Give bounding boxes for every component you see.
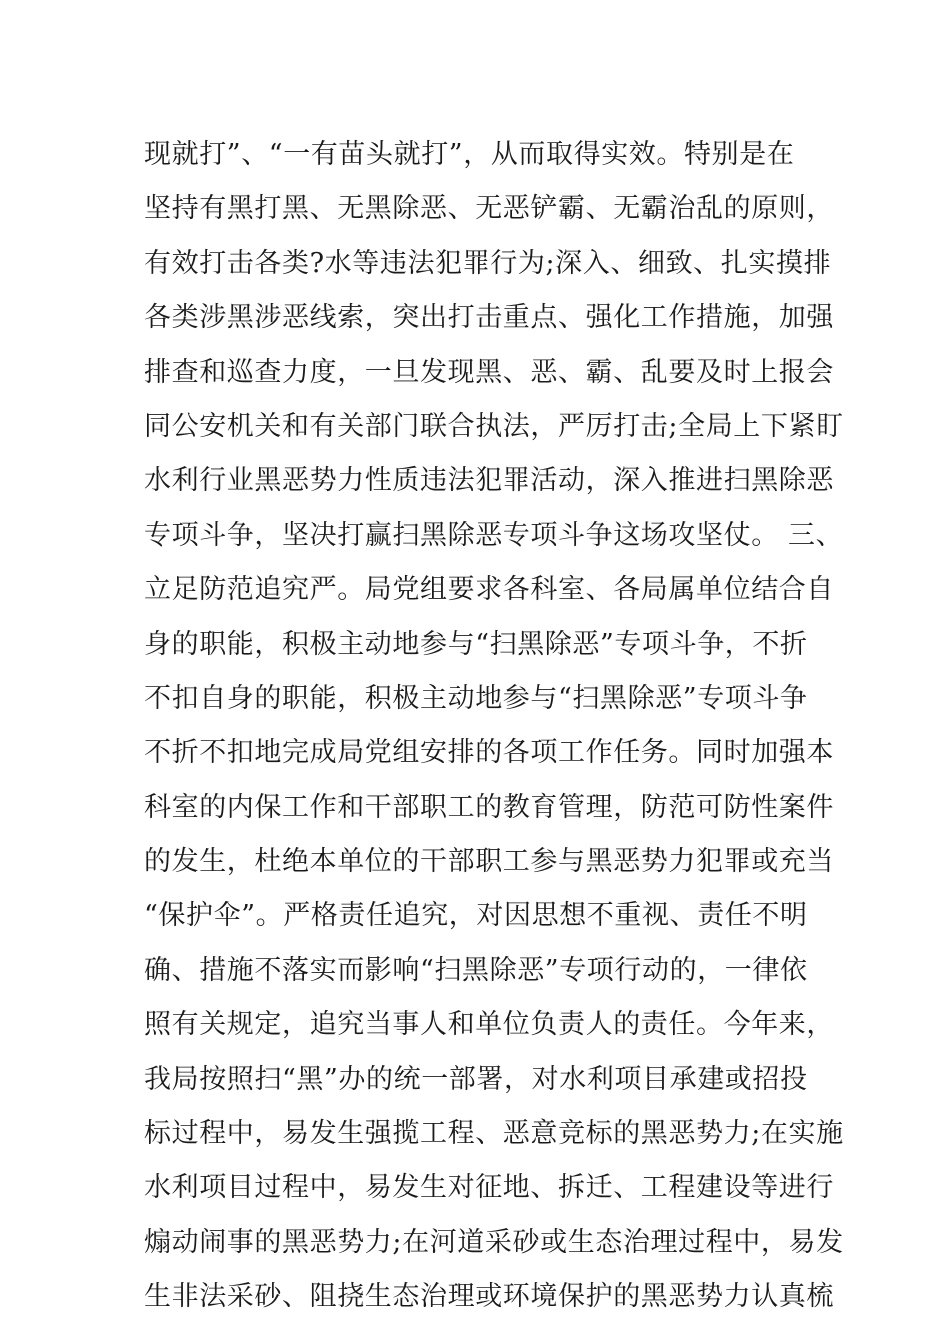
text-line: 同公安机关和有关部门联合执法，严厉打击;全局上下紧盯 — [144, 410, 844, 442]
text-line: 水利行业黑恶势力性质违法犯罪活动，深入推进扫黑除恶 — [144, 465, 834, 497]
text-line: 有效打击各类?水等违法犯罪行为;深入、细致、扎实摸排 — [144, 247, 832, 279]
text-line: 立足防范追究严。局党组要求各科室、各局属单位结合自 — [144, 574, 834, 606]
text-line: 确、措施不落实而影响“扫黑除恶”专项行动的，一律依 — [144, 954, 808, 986]
text-line: 身的职能，积极主动地参与“扫黑除恶”专项斗争，不折 — [144, 628, 808, 660]
body-text — [144, 128, 844, 1325]
text-line: “保护伞”。严格责任追究，对因思想不重视、责任不明 — [144, 900, 808, 932]
text-line: 煽动闹事的黑恶势力;在河道采砂或生态治理过程中，易发 — [144, 1226, 844, 1258]
text-line: 我局按照扫“黑”办的统一部署，对水利项目承建或招投 — [144, 1063, 808, 1095]
text-line: 专项斗争，坚决打赢扫黑除恶专项斗争这场攻坚仗。 三、 — [144, 519, 844, 551]
text-line: 生非法采砂、阻挠生态治理或环境保护的黑恶势力认真梳 — [144, 1281, 834, 1313]
text-line: 科室的内保工作和干部职工的教育管理，防范可防性案件 — [144, 791, 834, 823]
text-line: 照有关规定，追究当事人和单位负责人的责任。今年来， — [144, 1009, 834, 1041]
text-line: 现就打”、“一有苗头就打”，从而取得实效。特别是在 — [144, 139, 795, 170]
text-line: 坚持有黑打黑、无黑除恶、无恶铲霸、无霸治乱的原则， — [144, 193, 834, 225]
text-line: 不折不扣地完成局党组安排的各项工作任务。同时加强本 — [144, 737, 834, 769]
text-line: 不扣自身的职能，积极主动地参与“扫黑除恶”专项斗争 — [144, 682, 808, 714]
text-line: 的发生，杜绝本单位的干部职工参与黑恶势力犯罪或充当 — [144, 846, 834, 878]
text-line: 排查和巡查力度，一旦发现黑、恶、霸、乱要及时上报会 — [144, 356, 834, 388]
text-line: 标过程中，易发生强揽工程、恶意竞标的黑恶势力;在实施 — [144, 1118, 844, 1150]
text-line: 各类涉黑涉恶线索，突出打击重点、强化工作措施，加强 — [144, 302, 834, 334]
text-line: 水利项目过程中，易发生对征地、拆迁、工程建设等进行 — [144, 1172, 834, 1204]
